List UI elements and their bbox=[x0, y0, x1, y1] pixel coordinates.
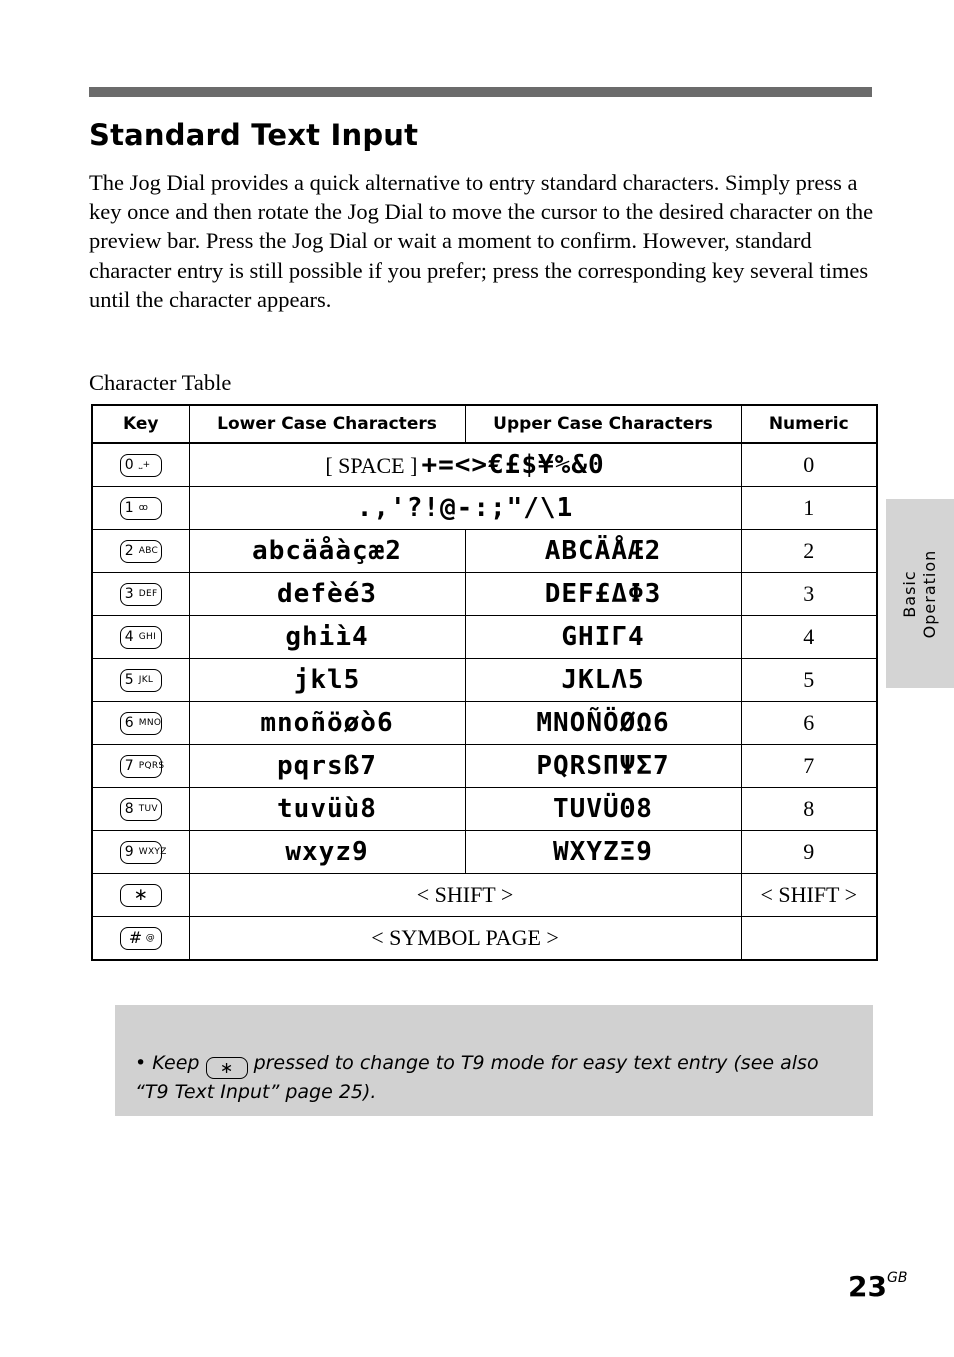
numeric-cell: < SHIFT > bbox=[741, 874, 877, 917]
side-tab-label: Basic Operation bbox=[900, 549, 939, 638]
lower-chars-cell: wxyz9 bbox=[189, 831, 465, 874]
lower-chars-cell: ghiì4 bbox=[189, 616, 465, 659]
merged-chars-cell bbox=[189, 443, 741, 487]
key-2-icon: 2 ABC bbox=[120, 540, 162, 563]
upper-chars-cell: WXYZΞ9 bbox=[465, 831, 741, 874]
intro-paragraph: The Jog Dial provides a quick alternative to entry standard characters. Simply press a key once and then rotate the Jog Dial to move the cursor to the desired character on the preview bar. Press the Jog Dial or wait a moment to confirm. However, standard character entry is still possible if you prefer; press the corresponding key several times until the character appears. bbox=[89, 170, 874, 312]
numeric-cell: 1 bbox=[741, 487, 877, 530]
table-caption: Character Table bbox=[89, 370, 232, 395]
key-6-icon: 6 MNO bbox=[120, 712, 162, 735]
table-row bbox=[92, 659, 877, 702]
key-cell bbox=[92, 831, 189, 874]
key-cell bbox=[92, 702, 189, 745]
key-7-icon: 7 PQRS bbox=[120, 755, 162, 778]
table-header-row bbox=[92, 405, 877, 443]
page-number: $23^{GB}$ bbox=[848, 1270, 908, 1303]
lower-chars-cell: tuvüù8 bbox=[189, 788, 465, 831]
merged-chars-cell: < SHIFT > bbox=[189, 874, 741, 917]
key-star-icon: ∗ bbox=[120, 884, 162, 907]
lower-chars-cell: abcäåàçæ2 bbox=[189, 530, 465, 573]
merged-chars-cell: < SYMBOL PAGE > bbox=[189, 917, 741, 961]
header-key: Key bbox=[92, 405, 189, 443]
table-row bbox=[92, 745, 877, 788]
top-rule bbox=[89, 87, 872, 97]
upper-chars-cell: JKLΛ5 bbox=[465, 659, 741, 702]
table-row bbox=[92, 616, 877, 659]
key-cell bbox=[92, 573, 189, 616]
upper-chars-cell: ABCÄÅÆ2 bbox=[465, 530, 741, 573]
section-title: Standard Text Input bbox=[89, 118, 419, 152]
side-tab bbox=[886, 499, 954, 688]
table-row bbox=[92, 831, 877, 874]
header-upper: Upper Case Characters bbox=[465, 405, 741, 443]
star-key-icon: ∗ bbox=[206, 1057, 248, 1079]
numeric-cell: 5 bbox=[741, 659, 877, 702]
header-lower: Lower Case Characters bbox=[189, 405, 465, 443]
character-table bbox=[91, 404, 878, 961]
upper-chars-cell: DEF£ΔΦ3 bbox=[465, 573, 741, 616]
table-row bbox=[92, 573, 877, 616]
key-9-icon: 9 WXYZ bbox=[120, 841, 162, 864]
merged-chars-cell: .,'?!@-:;"/\1 bbox=[189, 487, 741, 530]
key-8-icon: 8 TUV bbox=[120, 798, 162, 821]
page-suffix: GB bbox=[886, 1270, 908, 1286]
key-cell bbox=[92, 659, 189, 702]
lower-chars-cell: defèé3 bbox=[189, 573, 465, 616]
key-hash-icon: # @ bbox=[120, 927, 162, 950]
lower-chars-cell: mnoñöøò6 bbox=[189, 702, 465, 745]
key-0-icon: 0 ⎵+ bbox=[120, 454, 162, 477]
key-4-icon: 4 GHI bbox=[120, 626, 162, 649]
numeric-cell: 0 bbox=[741, 443, 877, 487]
key-cell bbox=[92, 530, 189, 573]
lower-chars-cell: pqrsß7 bbox=[189, 745, 465, 788]
table-row bbox=[92, 530, 877, 573]
upper-chars-cell: PQRSΠΨΣ7 bbox=[465, 745, 741, 788]
key-cell bbox=[92, 616, 189, 659]
numeric-cell: 4 bbox=[741, 616, 877, 659]
upper-chars-cell: GHIΓ4 bbox=[465, 616, 741, 659]
table-row bbox=[92, 487, 877, 530]
key-cell bbox=[92, 487, 189, 530]
table-row bbox=[92, 443, 877, 487]
table-row bbox=[92, 788, 877, 831]
key-cell bbox=[92, 917, 189, 961]
note-box bbox=[115, 1005, 873, 1116]
numeric-cell: 3 bbox=[741, 573, 877, 616]
table-row bbox=[92, 702, 877, 745]
numeric-cell: 6 bbox=[741, 702, 877, 745]
numeric-cell: 7 bbox=[741, 745, 877, 788]
numeric-cell: 2 bbox=[741, 530, 877, 573]
key-1-icon: 1 ꝏ bbox=[120, 497, 162, 520]
upper-chars-cell: MNOÑÖØΩ6 bbox=[465, 702, 741, 745]
table-row bbox=[92, 917, 877, 961]
lower-chars-cell: jkl5 bbox=[189, 659, 465, 702]
note-text: • Keep ∗ pressed to change to T9 mode for easy text entry (see also “T9 Text Input” page 25). bbox=[135, 1052, 819, 1103]
numeric-cell: 9 bbox=[741, 831, 877, 874]
key-cell bbox=[92, 788, 189, 831]
key-3-icon: 3 DEF bbox=[120, 583, 162, 606]
table-row bbox=[92, 874, 877, 917]
key-cell bbox=[92, 443, 189, 487]
numeric-cell: 8 bbox=[741, 788, 877, 831]
key-cell bbox=[92, 745, 189, 788]
upper-chars-cell: TUVÜΘ8 bbox=[465, 788, 741, 831]
chars-text: +=<>€£$¥%&0 bbox=[421, 450, 605, 480]
header-numeric: Numeric bbox=[741, 405, 877, 443]
key-5-icon: 5 JKL bbox=[120, 669, 162, 692]
space-label: [ SPACE ] bbox=[325, 453, 418, 478]
key-cell bbox=[92, 874, 189, 917]
numeric-cell bbox=[741, 917, 877, 961]
